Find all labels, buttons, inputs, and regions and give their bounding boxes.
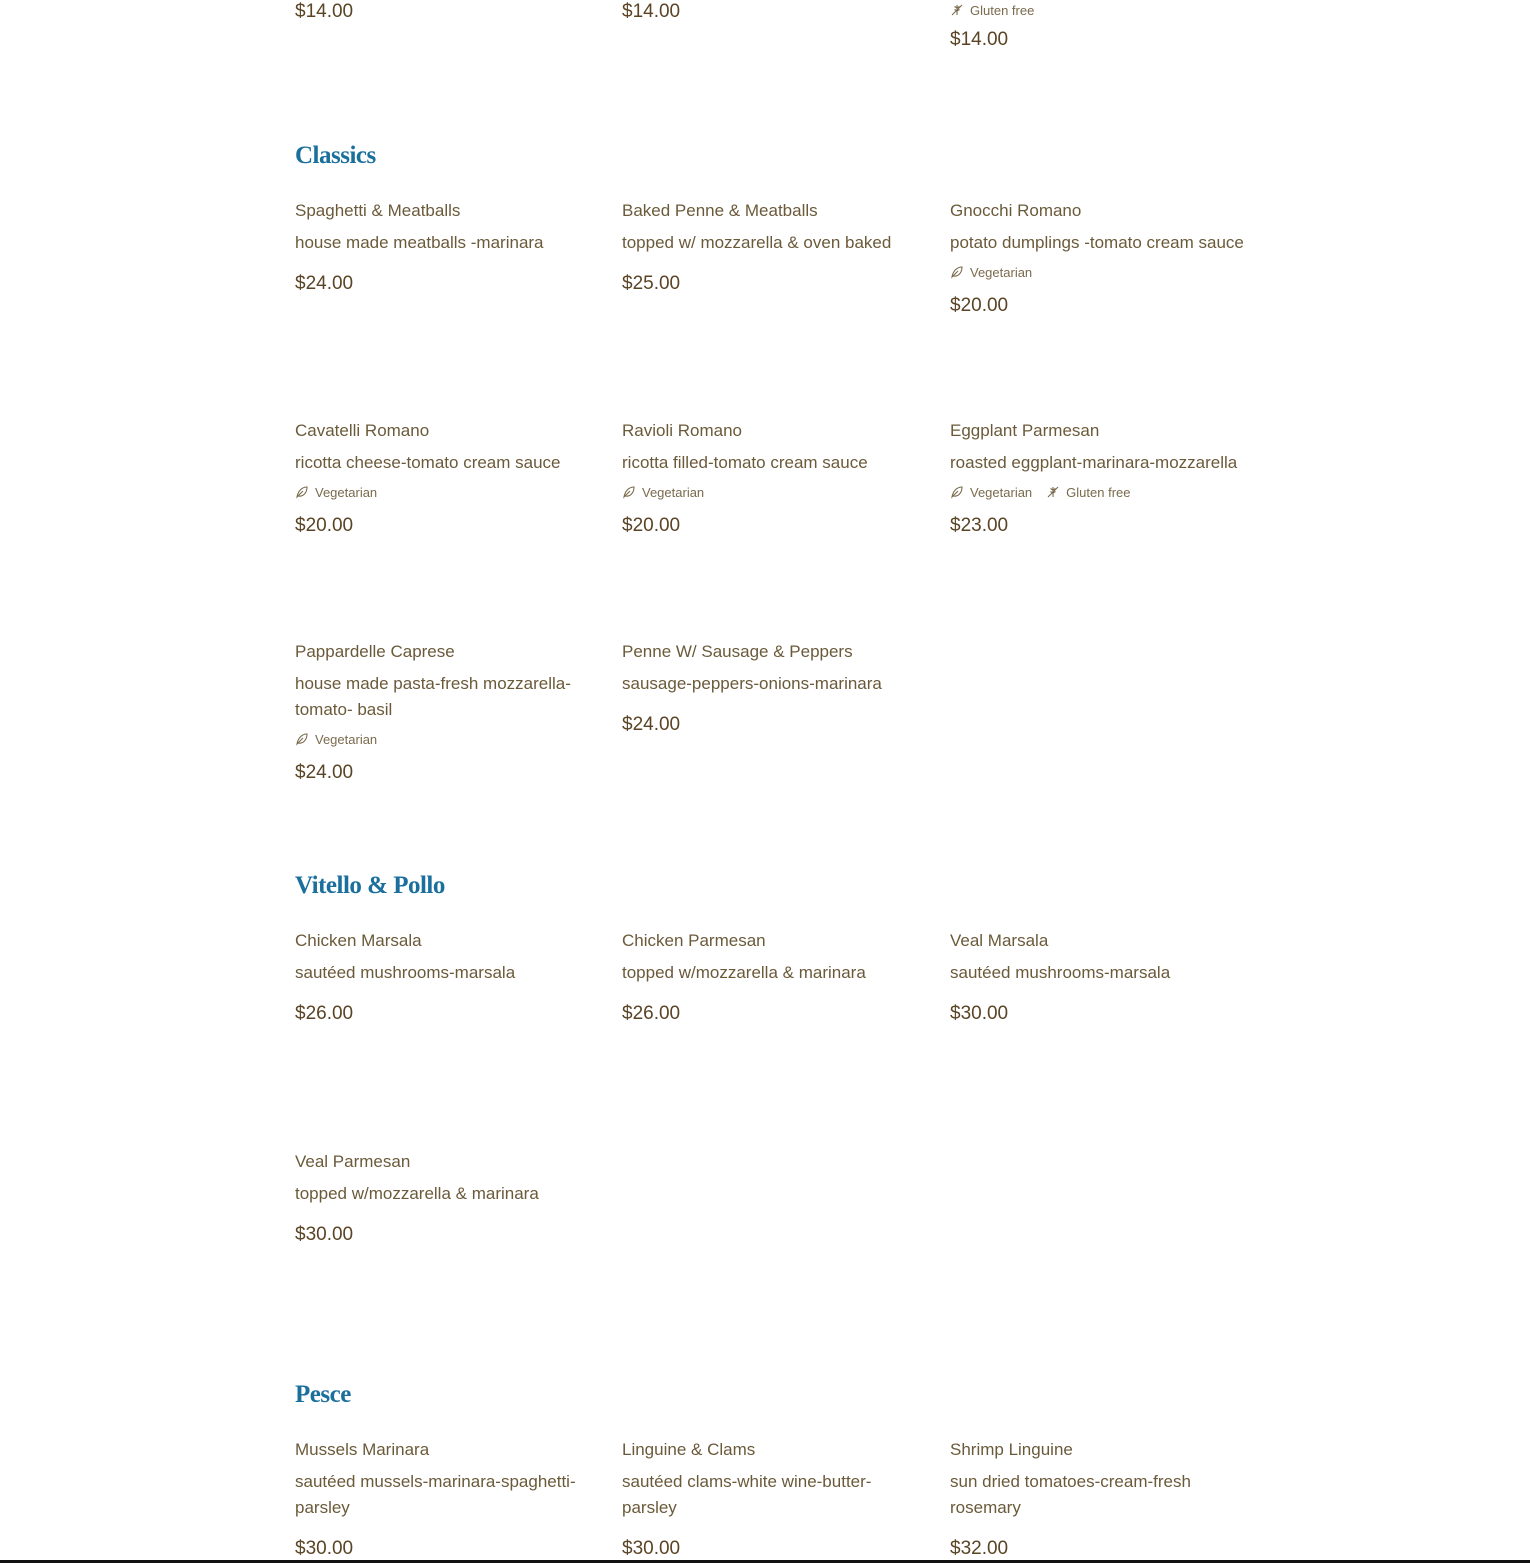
item-name: Ravioli Romano — [622, 421, 742, 440]
tag-label: Vegetarian — [315, 484, 378, 500]
section-title-vitello-pollo: Vitello & Pollo — [295, 872, 445, 899]
item-price: $20.00 — [295, 515, 354, 536]
item-name: Eggplant Parmesan — [950, 421, 1100, 440]
tag-vegetarian — [295, 732, 377, 747]
tag-label: Gluten free — [1066, 484, 1131, 500]
item-name: Mussels Marinara — [295, 1440, 430, 1459]
dietary-tags — [950, 0, 1250, 20]
menu-item — [622, 420, 922, 538]
item-price: $24.00 — [295, 273, 354, 294]
item-description: topped w/ mozzarella & oven baked — [622, 233, 892, 252]
item-description: sautéed clams-white wine-butter- parsley — [622, 1472, 872, 1517]
menu-item — [950, 930, 1250, 1026]
tag-gluten-free — [950, 3, 1034, 18]
item-name: Veal Parmesan — [295, 1152, 411, 1171]
menu-item — [622, 641, 922, 737]
tag-vegetarian — [622, 485, 704, 500]
tag-vegetarian — [950, 265, 1032, 280]
leaf-icon — [622, 485, 636, 499]
item-name: Gnocchi Romano — [950, 201, 1082, 220]
item-price: $20.00 — [622, 515, 681, 536]
menu-item — [950, 0, 1250, 52]
tag-label: Vegetarian — [315, 731, 378, 747]
item-price: $30.00 — [622, 1538, 681, 1559]
item-price: $25.00 — [622, 273, 681, 294]
item-description: ricotta cheese-tomato cream sauce — [295, 453, 561, 472]
leaf-icon — [950, 485, 964, 499]
menu-item — [622, 930, 922, 1026]
item-description: potato dumplings -tomato cream sauce — [950, 233, 1244, 252]
tag-vegetarian — [950, 485, 1032, 500]
item-name: Cavatelli Romano — [295, 421, 430, 440]
item-price: $26.00 — [295, 1003, 354, 1024]
menu-item — [622, 0, 922, 24]
menu-item — [295, 0, 595, 24]
item-name: Pappardelle Caprese — [295, 642, 455, 661]
item-description: sautéed mushrooms-marsala — [950, 963, 1171, 982]
item-price: $24.00 — [622, 714, 681, 735]
item-description: sausage-peppers-onions-marinara — [622, 674, 882, 693]
item-price: $14.00 — [622, 1, 681, 22]
item-description: roasted eggplant-marinara-mozzarella — [950, 453, 1238, 472]
menu-item — [295, 420, 595, 538]
item-description: house made meatballs -marinara — [295, 233, 544, 252]
item-description: topped w/mozzarella & marinara — [622, 963, 866, 982]
dietary-tags — [295, 729, 585, 749]
dietary-tags — [622, 482, 922, 502]
dietary-tags — [950, 482, 1250, 502]
tag-label: Gluten free — [970, 2, 1035, 18]
item-price: $14.00 — [950, 29, 1009, 50]
menu-item — [295, 641, 585, 785]
item-description: sautéed mussels-marinara-spaghetti- parsley — [295, 1472, 576, 1517]
item-price: $26.00 — [622, 1003, 681, 1024]
item-name: Penne W/ Sausage & Peppers — [622, 642, 853, 661]
menu-item — [950, 200, 1250, 318]
tag-vegetarian — [295, 485, 377, 500]
no-wheat-icon — [1046, 485, 1060, 499]
menu-item — [950, 420, 1250, 538]
item-price: $32.00 — [950, 1538, 1009, 1559]
item-name: Spaghetti & Meatballs — [295, 201, 461, 220]
section-title-pesce: Pesce — [295, 1381, 351, 1408]
item-name: Chicken Marsala — [295, 931, 422, 950]
menu-item — [622, 1439, 882, 1560]
item-name: Linguine & Clams — [622, 1440, 756, 1459]
item-price: $30.00 — [950, 1003, 1009, 1024]
tag-label: Vegetarian — [642, 484, 705, 500]
item-name: Veal Marsala — [950, 931, 1049, 950]
item-description: house made pasta-fresh mozzarella- tomato- basil — [295, 674, 571, 719]
tag-gluten-free — [1046, 485, 1130, 500]
dietary-tags — [295, 482, 595, 502]
item-description: ricotta filled-tomato cream sauce — [622, 453, 868, 472]
item-name: Shrimp Linguine — [950, 1440, 1073, 1459]
item-description: topped w/mozzarella & marinara — [295, 1184, 539, 1203]
item-price: $30.00 — [295, 1538, 354, 1559]
no-wheat-icon — [950, 3, 964, 17]
menu-item — [295, 930, 595, 1026]
menu-item — [295, 1439, 585, 1560]
menu-item — [295, 1151, 595, 1247]
section-title-classics: Classics — [295, 142, 376, 169]
leaf-icon — [950, 265, 964, 279]
dietary-tags — [950, 262, 1250, 282]
item-price: $30.00 — [295, 1224, 354, 1245]
item-price: $20.00 — [950, 295, 1009, 316]
leaf-icon — [295, 732, 309, 746]
item-description: sautéed mushrooms-marsala — [295, 963, 516, 982]
item-price: $23.00 — [950, 515, 1009, 536]
menu-item — [622, 200, 922, 296]
leaf-icon — [295, 485, 309, 499]
item-price: $24.00 — [295, 762, 354, 783]
item-name: Baked Penne & Meatballs — [622, 201, 818, 220]
tag-label: Vegetarian — [970, 484, 1033, 500]
menu-item — [950, 1439, 1210, 1560]
tag-label: Vegetarian — [970, 264, 1033, 280]
item-name: Chicken Parmesan — [622, 931, 766, 950]
item-price: $14.00 — [295, 1, 354, 22]
menu-item — [295, 200, 595, 296]
item-description: sun dried tomatoes-cream-fresh rosemary — [950, 1472, 1191, 1517]
